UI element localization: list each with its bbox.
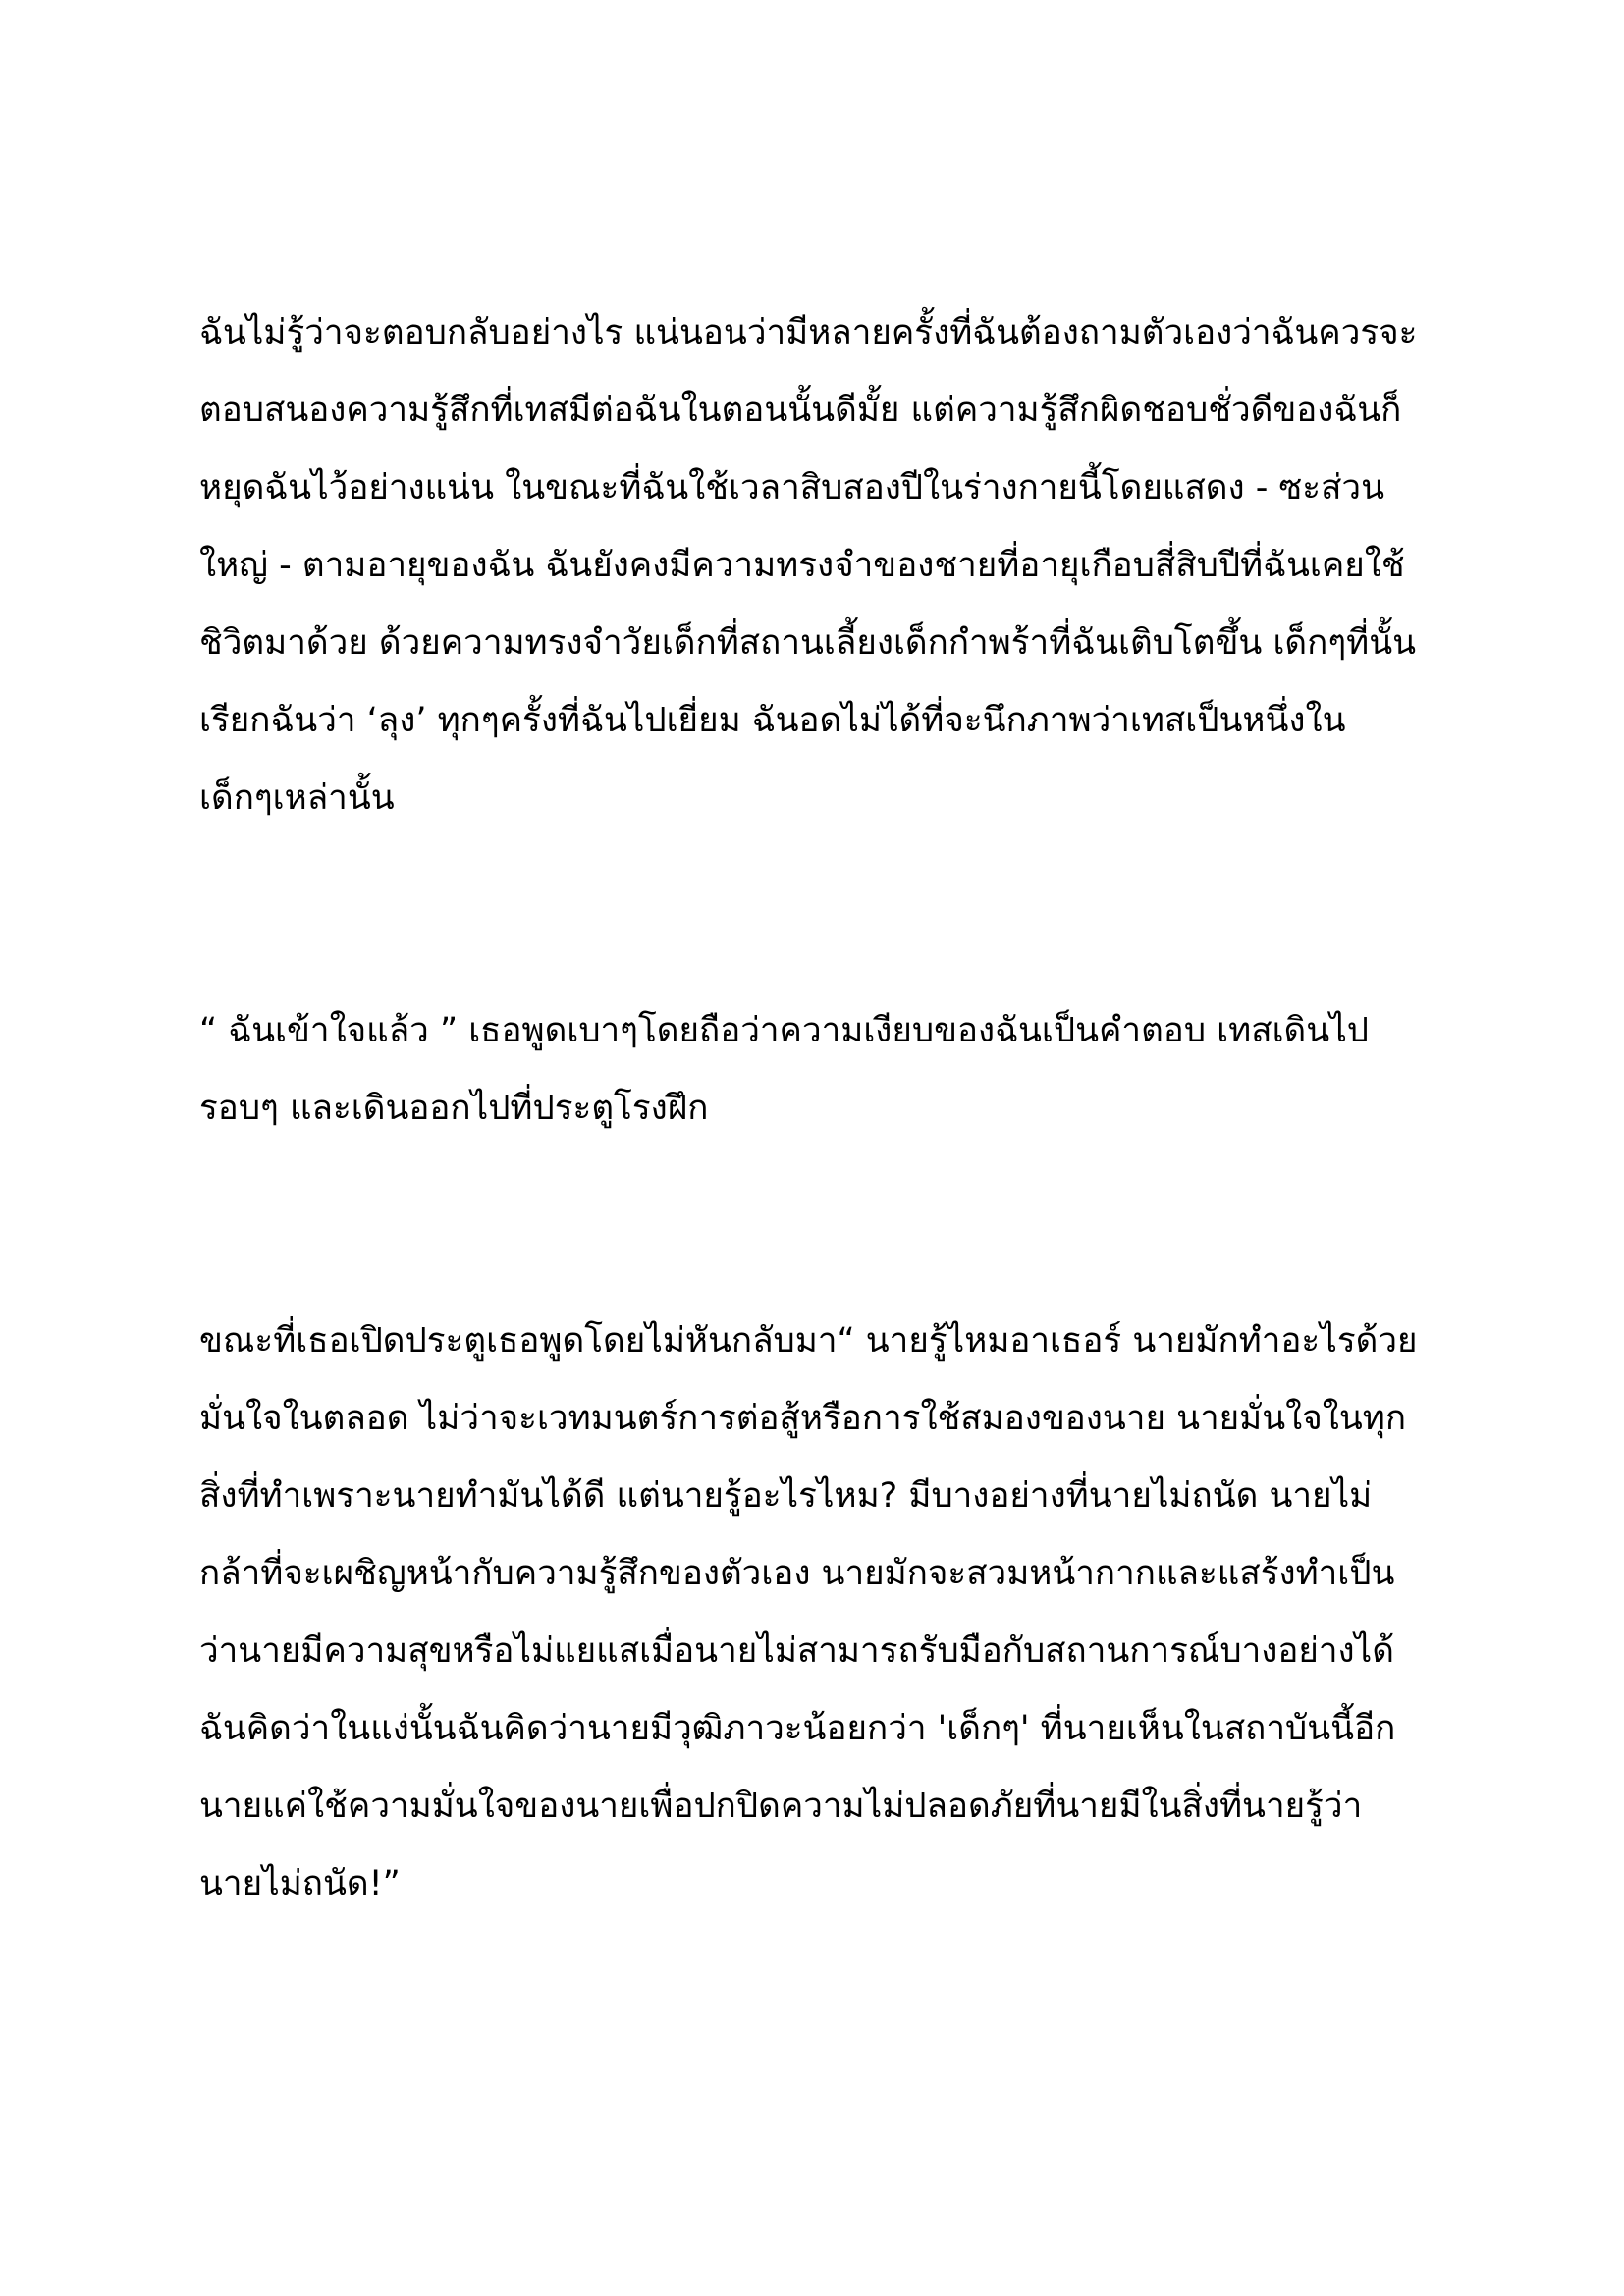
text-line: สิ่งที่ทำเพราะนายทำมันได้ดี แต่นายรู้อะไรไหม? มีบางอย่างที่นายไม่ถนัด นายไม่ [199, 1476, 1373, 1516]
text-line: เรียกฉันว่า ‘ลุง’ ทุกๆครั้งที่ฉันไปเยี่ยม ฉันอดไม่ได้ที่จะนึกภาพว่าเทสเป็นหนึ่งใน [199, 701, 1346, 740]
text-line: รอบๆ และเดินออกไปที่ประตูโรงฝึก [199, 1089, 709, 1128]
text-line: ชิวิตมาด้วย ด้วยความทรงจำวัยเด็กที่สถานเลี้ยงเด็กกำพร้าที่ฉันเติบโตขึ้น เด็กๆที่นั้น [199, 623, 1417, 663]
text-line: เด็กๆเหล่านั้น [199, 778, 395, 818]
text-line: กล้าที่จะเผชิญหน้ากับความรู้สึกของตัวเอง นายมักจะสวมหน้ากากและแสร้งทำเป็น [199, 1554, 1395, 1593]
text-line: ใหญ่ - ตามอายุของฉัน ฉันยังคงมีความทรงจำของชายที่อายุเกือบสี่สิบปีที่ฉันเคยใช้ [199, 546, 1405, 585]
paragraph-1 [199, 294, 1446, 837]
text-line: นายไม่ถนัด!” [199, 1864, 401, 1903]
text-line: ว่านายมีความสุขหรือไม่แยแสเมื่อนายไม่สามารถรับมือกับสถานการณ์บางอย่างได้ [199, 1631, 1394, 1671]
text-line: มั่นใจในตลอด ไม่ว่าจะเวทมนตร์การต่อสู้หรือการใช้สมองของนาย นายมั่นใจในทุก [199, 1399, 1407, 1438]
text-line: ฉันไม่รู้ว่าจะตอบกลับอย่างไร แน่นอนว่ามีหลายครั้งที่ฉันต้องถามตัวเองว่าฉันควรจะ [199, 313, 1418, 352]
text-line: ขณะที่เธอเปิดประตูเธอพูดโดยไม่หันกลับมา“ นายรู้ไหมอาเธอร์ นายมักทำอะไรด้วย [199, 1321, 1418, 1361]
text-line: “ ฉันเข้าใจแล้ว ” เธอพูดเบาๆโดยถือว่าความเงียบของฉันเป็นคำตอบ เทสเดินไป [199, 1011, 1370, 1050]
text-line: ตอบสนองความรู้สึกที่เทสมีต่อฉันในตอนนั้นดีมั้ย แต่ความรู้สึกผิดชอบชั่วดีของฉันก็ [199, 391, 1402, 430]
text-line: ฉันคิดว่าในแง่นั้นฉันคิดว่านายมีวุฒิภาวะน้อยกว่า 'เด็กๆ' ที่นายเห็นในสถาบันนี้อีก [199, 1709, 1396, 1748]
paragraph-3 [199, 1303, 1446, 1923]
text-column [199, 294, 1446, 1923]
text-line: นายแค่ใช้ความมั่นใจของนายเพื่อปกปิดความไม่ปลอดภัยที่นายมีในสิ่งที่นายรู้ว่า [199, 1787, 1363, 1826]
paragraph-2 [199, 992, 1446, 1148]
text-line: หยุดฉันไว้อย่างแน่น ในขณะที่ฉันใช้เวลาสิบสองปีในร่างกายนี้โดยแสดง - ซะส่วน [199, 468, 1385, 507]
